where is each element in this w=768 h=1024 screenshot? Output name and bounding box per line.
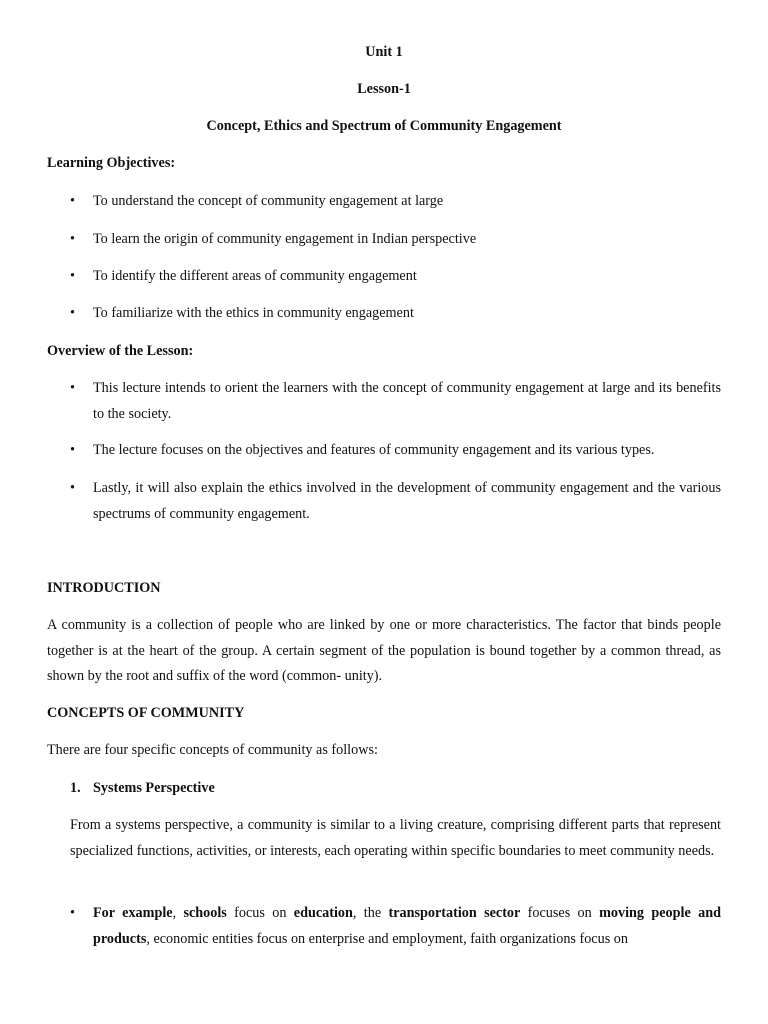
example-text <box>93 901 721 952</box>
lesson-title: Concept, Ethics and Spectrum of Community Engagement <box>206 118 562 134</box>
bullet-icon: • <box>70 305 75 321</box>
lesson-label: Lesson-1 <box>357 81 411 97</box>
introduction-paragraph: A community is a collection of people who are linked by one or more characteristics. The factor that binds people together is at the heart of the group. A certain segment of the population is bound together by a common thread, as shown by the root and suffix of the word (common- unity). <box>47 617 721 684</box>
example-fragment: , economic entities focus on enterprise and employment, faith organizations focus on <box>146 930 628 947</box>
introduction-heading: INTRODUCTION <box>47 580 161 596</box>
example-fragment: , the <box>352 905 389 921</box>
example-fragment: focuses on <box>520 905 600 921</box>
overview-text: The lecture focuses on the objectives and features of community engagement and its various types. <box>93 442 655 458</box>
unit-label: Unit 1 <box>365 44 403 60</box>
objective-item <box>70 301 721 327</box>
bullet-icon: • <box>70 268 75 284</box>
schools-bold: schools <box>183 905 227 921</box>
bullet-icon: • <box>70 905 75 921</box>
example-item <box>70 901 721 952</box>
education-bold: education <box>293 905 353 921</box>
objective-item <box>70 189 721 215</box>
systems-perspective-paragraph: From a systems perspective, a community is similar to a living creature, comprising different parts that represent specialized functions, activities, or interests, each operating within specific boundaries to meet community needs. <box>70 817 721 859</box>
objectives-heading: Learning Objectives: <box>47 155 176 171</box>
bullet-icon: • <box>70 231 75 247</box>
objective-text: To identify the different areas of community engagement <box>93 268 417 284</box>
concepts-intro: There are four specific concepts of community as follows: <box>47 742 378 758</box>
moving-people-bold: moving people and products <box>93 905 721 947</box>
example-fragment: , <box>172 905 184 921</box>
objective-text: To learn the origin of community engagement in Indian perspective <box>93 231 477 247</box>
bullet-icon: • <box>70 380 75 396</box>
overview-text: This lecture intends to orient the learners with the concept of community engagement at large and its benefits to the society. <box>93 380 721 422</box>
overview-heading: Overview of the Lesson: <box>47 343 194 359</box>
objective-text: To understand the concept of community engagement at large <box>93 193 444 209</box>
overview-item <box>70 438 721 464</box>
example-bold: For example <box>93 905 173 921</box>
transportation-bold: transportation sector <box>388 905 521 921</box>
objective-text: To familiarize with the ethics in community engagement <box>93 305 414 321</box>
bullet-icon: • <box>70 442 75 458</box>
list-number: 1. <box>70 780 81 796</box>
example-fragment: focus on <box>226 905 294 921</box>
overview-text: Lastly, it will also explain the ethics involved in the development of community engagement and the various spectrums of community engagement. <box>93 480 721 522</box>
overview-item <box>70 476 721 527</box>
systems-perspective-title: Systems Perspective <box>93 780 215 796</box>
systems-perspective-heading <box>70 780 215 797</box>
objective-item <box>70 227 721 253</box>
bullet-icon: • <box>70 480 75 496</box>
bullet-icon: • <box>70 193 75 209</box>
concepts-heading: CONCEPTS OF COMMUNITY <box>47 705 245 721</box>
overview-item <box>70 376 721 427</box>
objective-item <box>70 264 721 290</box>
